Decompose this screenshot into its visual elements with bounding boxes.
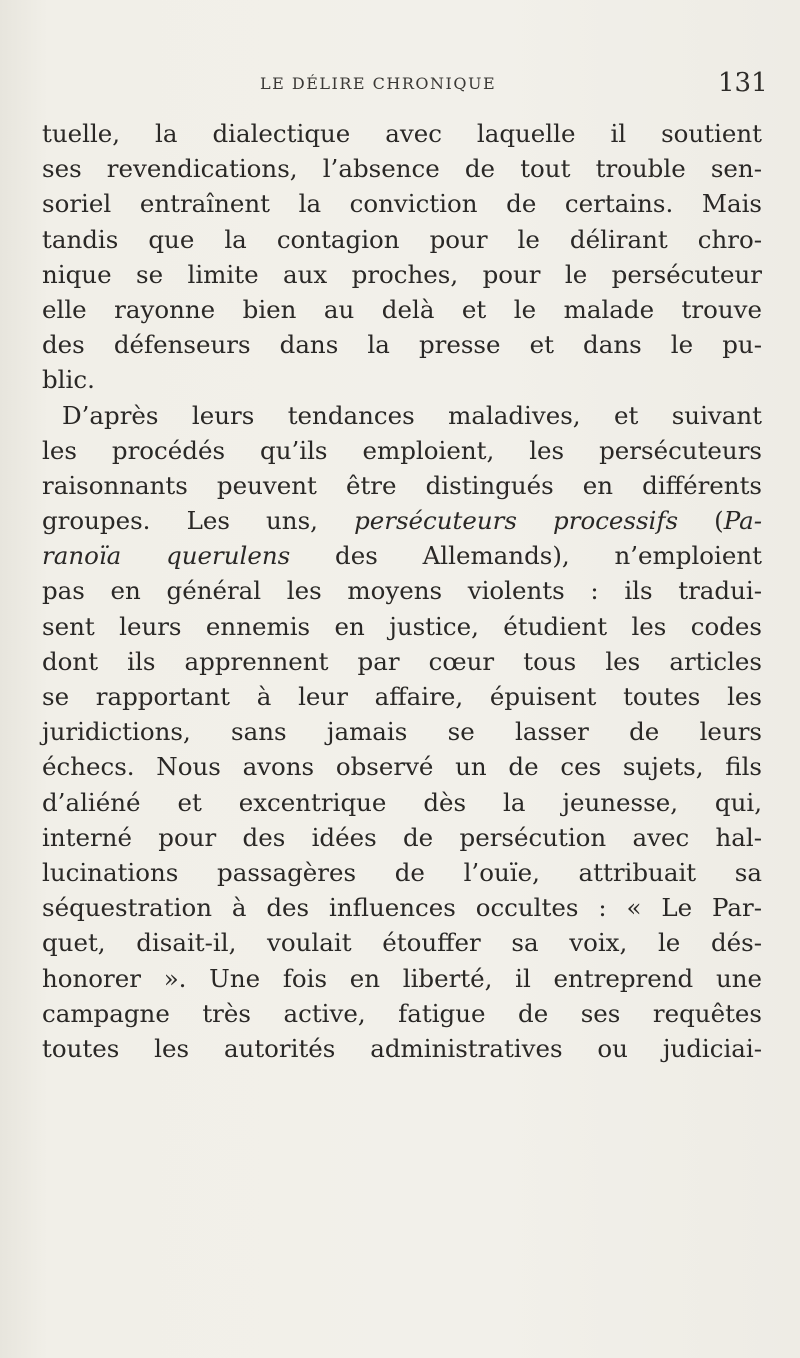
text-line: échecs. Nous avons observé un de ces sujets, fils bbox=[42, 752, 762, 782]
text-line: interné pour des idées de persécution avec hal- bbox=[42, 822, 762, 852]
text-line: dont ils apprennent par cœur tous les articles bbox=[42, 646, 762, 676]
running-head bbox=[0, 68, 800, 108]
italic-term: persécuteurs processifs bbox=[354, 506, 679, 536]
text-line: se rapportant à leur affaire, épuisent toutes les bbox=[42, 682, 762, 711]
text-line: ses revendications, l’absence de tout trouble sen- bbox=[42, 154, 762, 184]
italic-term: Pa- bbox=[723, 506, 762, 536]
text-line: quet, disait-il, voulait étouffer sa voix, le dés- bbox=[42, 928, 762, 958]
text-line: juridictions, sans jamais se lasser de leurs bbox=[42, 717, 762, 747]
text-line: D’après leurs tendances maladives, et suivant bbox=[62, 400, 762, 430]
text-line bbox=[42, 538, 762, 573]
text-segment: ( bbox=[678, 506, 724, 536]
text-line: lucinations passagères de l’ouïe, attribuait sa bbox=[42, 857, 762, 887]
running-title: LE DÉLIRE CHRONIQUE bbox=[260, 74, 497, 93]
text-line: raisonnants peuvent être distingués en différents bbox=[42, 470, 762, 500]
text-line: les procédés qu’ils emploient, les persécuteurs bbox=[42, 435, 762, 465]
body-text bbox=[42, 116, 762, 1066]
text-line: pas en général les moyens violents : ils tradui- bbox=[42, 576, 762, 606]
text-line: tandis que la contagion pour le délirant chro- bbox=[42, 224, 762, 254]
text-line bbox=[42, 503, 762, 538]
italic-term: ranoïa querulens bbox=[42, 541, 291, 571]
page-number: 131 bbox=[718, 68, 768, 98]
text-line: blic. bbox=[42, 365, 95, 395]
text-segment: des Allemands), n’emploient bbox=[290, 541, 762, 571]
text-line: des défenseurs dans la presse et dans le pu- bbox=[42, 330, 762, 360]
text-line: nique se limite aux proches, pour le persécuteur bbox=[42, 259, 762, 289]
text-line: campagne très active, fatigue de ses requêtes bbox=[42, 998, 762, 1028]
text-segment: groupes. Les uns, bbox=[42, 506, 355, 536]
text-line: séquestration à des influences occultes : « Le Par- bbox=[42, 893, 762, 923]
text-line: sent leurs ennemis en justice, étudient les codes bbox=[42, 611, 762, 641]
text-line: honorer ». Une fois en liberté, il entreprend une bbox=[42, 963, 762, 993]
text-line: toutes les autorités administratives ou judiciai- bbox=[42, 1033, 762, 1063]
text-line: elle rayonne bien au delà et le malade trouve bbox=[42, 294, 762, 324]
text-line: tuelle, la dialectique avec laquelle il soutient bbox=[42, 119, 762, 148]
text-line: soriel entraînent la conviction de certains. Mais bbox=[42, 189, 762, 219]
text-line: d’aliéné et excentrique dès la jeunesse, qui, bbox=[42, 787, 762, 817]
